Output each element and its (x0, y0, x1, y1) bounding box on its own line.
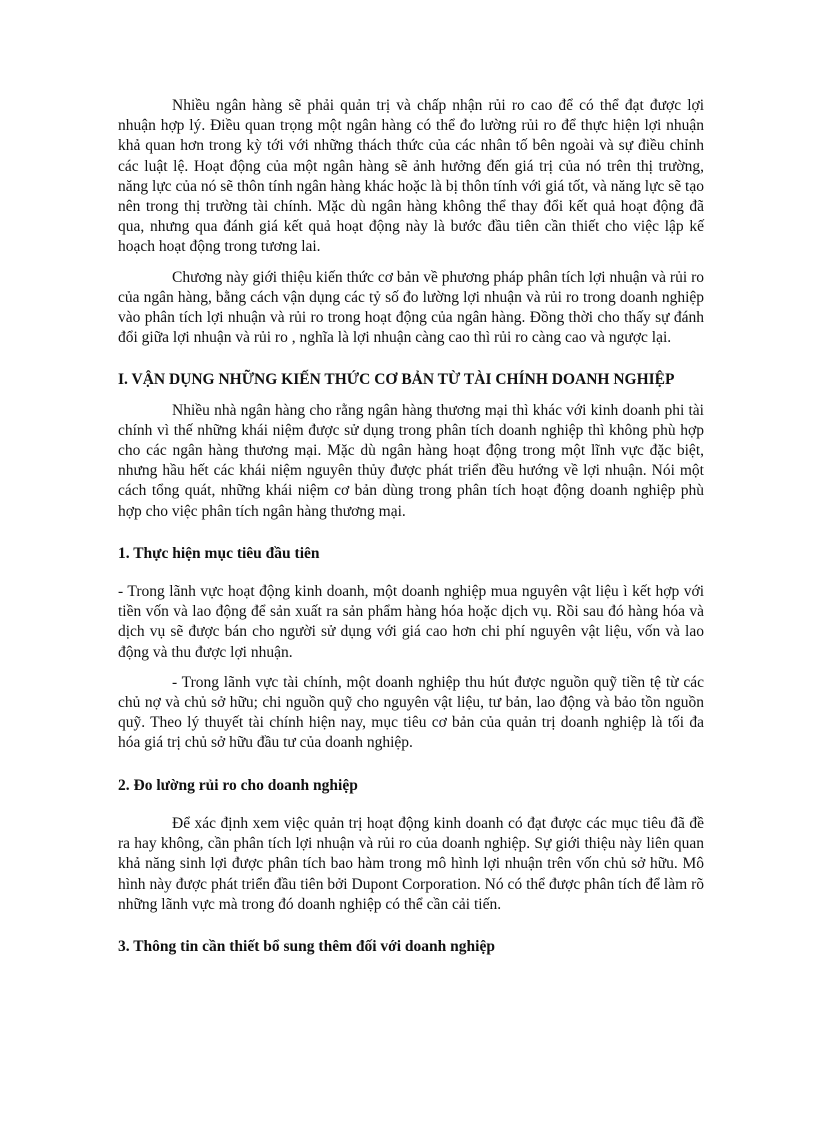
paragraph-chapter-overview: Chương này giới thiệu kiến thức cơ bản về phương pháp phân tích lợi nhuận và rủi ro của ngân hàng, bằng cách vận dụng các tỷ số đo lường lợi nhuận và rủi ro trong doanh nghiệp vào phân tích lợi nhuận và rủi ro trong hoạt động của ngân hàng. Đồng thời cho thấy sự đánh đổi giữa lợi nhuận và rủi ro , nghĩa là lợi nhuận càng cao thì rủi ro càng cao và ngược lại. (118, 268, 704, 347)
subheading-3: 3. Thông tin cần thiết bổ sung thêm đối với doanh nghiệp (118, 937, 495, 955)
paragraph-risk-measurement: Để xác định xem việc quản trị hoạt động kinh doanh có đạt được các mục tiêu đã đề ra hay không, cần phân tích lợi nhuận và rủi ro của doanh nghiệp. Sự giới thiệu này liên quan khả năng sinh lợi được phân tích bao hàm trong mô hình lợi nhuận trên vốn chủ sở hữu. Mô hình này được phát triển đầu tiên bởi Dupont Corporation. Nó có thể được phân tích để làm rõ những lãnh vực mà trong đó doanh nghiệp có thể cần cải tiến. (118, 814, 704, 913)
paragraph-intro: Nhiều ngân hàng sẽ phải quản trị và chấp nhận rủi ro cao để có thể đạt được lợi nhuận hợp lý. Điều quan trọng một ngân hàng có thể đo lường rủi ro để thực hiện lợi nhuận khả quan hơn trong kỳ tới với những thách thức của các nhân tố bên ngoài và sự điều chỉnh các luật lệ. Hoạt động của một ngân hàng sẽ ảnh hưởng đến giá trị của nó trên thị trường, năng lực của nó sẽ thôn tính ngân hàng khác hoặc là bị thôn tính với giá tốt, và năng lực sẽ tạo nên trong thị trường tài chính. Mặc dù ngân hàng không thể thay đổi kết quả hoạt động đã qua, nhưng qua đánh giá kết quả hoạt động này là bước đầu tiên cần thiết cho việc lập kế hoạch hoạt động trong tương lai. (118, 97, 704, 256)
paragraph-section-1: Nhiều nhà ngân hàng cho rằng ngân hàng thương mại thì khác với kinh doanh phi tài chính vì thế những khái niệm được sử dụng trong phân tích doanh nghiệp thì không phù hợp cho các ngân hàng thương mại. Mặc dù ngân hàng hoạt động trong một lĩnh vực đặc biệt, nhưng hầu hết các khái niệm nguyên thủy được phát triển đều hướng về lợi nhuận. Nói một cách tổng quát, những khái niệm cơ bản dùng trong phân tích hoạt động doanh nghiệp phù hợp cho việc phân tích ngân hàng thương mại. (118, 401, 704, 520)
subheading-2: 2. Đo lường rủi ro cho doanh nghiệp (118, 776, 358, 794)
paragraph-business-activity: - Trong lãnh vực hoạt động kinh doanh, một doanh nghiệp mua nguyên vật liệu ì kết hợp với tiền vốn và lao động để sản xuất ra sản phẩm hàng hóa hoặc dịch vụ. Rồi sau đó hàng hóa và dịch vụ sẽ được bán cho người sử dụng với giá cao hơn chi phí nguyên vật liệu, vốn và lao động và thu được lợi nhuận. (118, 583, 704, 661)
subheading-1: 1. Thực hiện mục tiêu đầu tiên (118, 544, 320, 562)
paragraph-financial-activity: - Trong lãnh vực tài chính, một doanh nghiệp thu hút được nguồn quỹ tiền tệ từ các chủ nợ và chủ sở hữu; chi nguồn quỹ cho nguyên vật liệu, tư bản, lao động và bảo tồn nguồn quỹ. Theo lý thuyết tài chính hiện nay, mục tiêu cơ bản của quản trị doanh nghiệp là tối đa hóa giá trị chủ sở hữu đầu tư của doanh nghiệp. (118, 673, 704, 752)
section-heading-1: I. VẬN DỤNG NHỮNG KIẾN THỨC CƠ BẢN TỪ TÀI CHÍNH DOANH NGHIỆP (118, 371, 675, 389)
